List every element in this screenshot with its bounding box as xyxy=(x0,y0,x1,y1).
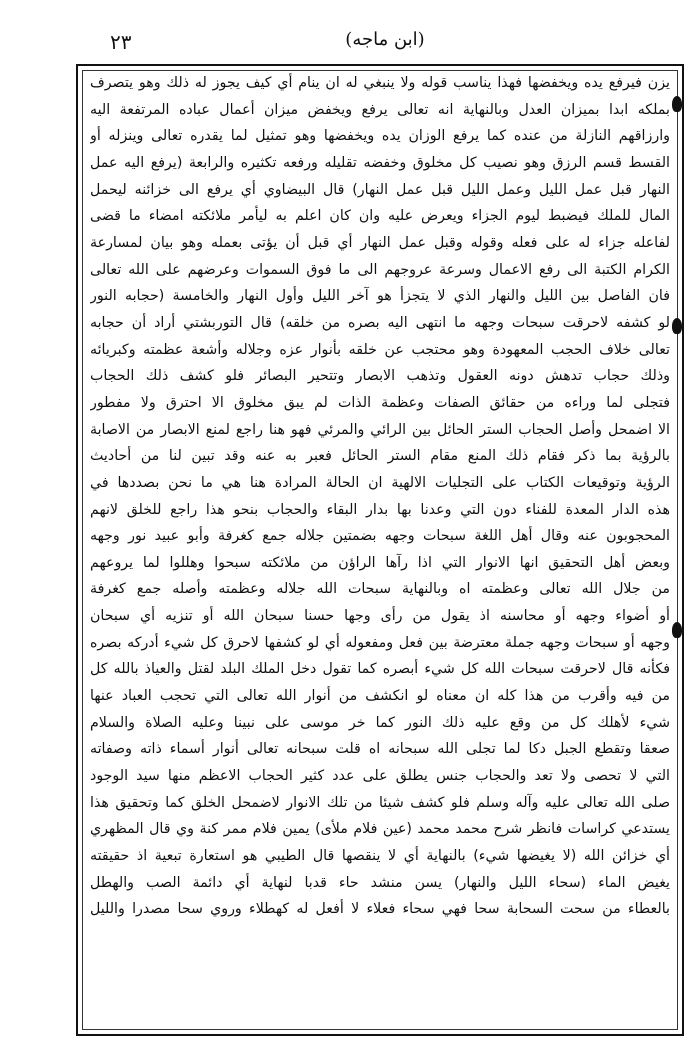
text-line: القسط قسم الرزق وهو نصيب كل مخلوق وخفضه تقليله ورفعه تكثيره والرابعة (يرفع اليه عمل xyxy=(90,154,670,171)
text-line: وجهه أو سبحات وجهه جملة معترضة بين فعل ومفعوله أي لو كشفها لاحرق كل شيء أدركه بصره xyxy=(90,634,670,651)
text-line: وارزاقهم النازلة من عنده كما يرفع الوزان يده ويخفضها وهو تمثيل لما يقدره تعالى وينزله أو xyxy=(90,128,670,145)
text-line: الا اضمحل وأصل الحجاب الستر الحائل بين الرائي والمرئي فهو هنا راجع لمنع الابصار من الاصابة xyxy=(90,421,670,438)
text-line: المال للملك فيضبط ليوم الجزاء ويعرض عليه وان كان اعلم به ليأمر ملائكته امضاء ما قضى xyxy=(90,208,670,225)
text-line: الكرام الكتبة الى رفع الاعمال وسرعة عروجهم الى ما فوق السموات وعرضهم على الله تعالى xyxy=(90,261,670,278)
text-line: بملكه ابدا بميزان العدل وبالنهاية انه تعالى يرفع ويخفض ميزان أعمال عباده المرتفعة اليه xyxy=(90,101,670,118)
text-line: صلى الله تعالى عليه وآله وسلم فلو كشف شيئا من تلك الانوار لاضمحل الخلق كما وتحقيق هذا xyxy=(90,794,670,811)
text-line: التي لا تحصى ولا تعد والحجاب جنس يطلق على عدد كثير الحجاب الاعظم منها سيد الوجود xyxy=(90,768,670,785)
text-line: فان الفاصل بين الليل والنهار الذي لا يتجزأ هو آخر الليل وأول النهار والخامسة (حجابه النور xyxy=(90,288,670,305)
text-line: يزن فيرفع يده ويخفضها فهذا يناسب قوله ولا ينبغي له ان ينام أي كيف يجوز له ذلك وهو يتصرف xyxy=(90,75,670,91)
text-line: فتجلى لما وراءه من حقائق الصفات وعظمة الذات لم يبق مخلوق الا احترق ولا مفطور xyxy=(90,394,670,411)
text-line: من فيه وأقرب من هذا كله ان معناه لو انكشف من أنوار الله تعالى التي تحجب العباد عنها xyxy=(90,688,670,705)
text-line: المحجوبون عنه وقال أهل اللغة سبحات وجهه بضمتين جلاله جمع كغرفة وأبو عبيد نور وجهه xyxy=(90,528,670,545)
running-header: (ابن ماجه) xyxy=(345,29,425,50)
margin-mark-middle xyxy=(672,318,682,334)
text-line: بالرؤية بما ذكر فقام ذلك المنع مقام الستر الحائل فعبر به عنه وقد تبين لنا من أحاديث xyxy=(90,448,670,465)
body-text xyxy=(90,70,670,1030)
text-line: من جلال الله تعالى وعظمته اه وبالنهاية سبحات الله جلاله وعظمته وأصله جمع كغرفة xyxy=(90,581,670,598)
text-line: يستدعي كراسات فانظر شرح محمد محمد (عين فلام ملأى) يمين فلام ممر كنة وي قال المظهري xyxy=(90,821,670,838)
text-line: لو كشفه لاحرقت سبحات وجهه ما انتهى اليه بصره من خلقه) قال التوربشتي أراد أن حجابه xyxy=(90,314,670,331)
text-line: فكأنه قال لاحرقت سبحات الله كل شيء أبصره كما تقول دخل الملك البلد لقتل والعياذ بالله كل xyxy=(90,661,670,678)
text-line: وبعض أهل التحقيق انها الانوار التي اذا رآها الراؤن من ملائكته سبحوا وهللوا لما يروعهم xyxy=(90,554,670,571)
text-line: شيء لأهلك كل من وقع عليه ذلك النور كما خر موسى على نبينا وعليه الصلاة والسلام xyxy=(90,714,670,731)
text-line: أو أضواء وجهه أو محاسنه اذ يقول من رأى وجها حسنا سبحان الله أو تنزيه أي سبحان xyxy=(90,608,670,625)
margin-mark-top xyxy=(672,96,682,112)
text-line: النهار قبل عمل الليل وعمل الليل قبل عمل النهار) قال البيضاوي أي يرفع الى خزائنه ليحمل xyxy=(90,181,670,198)
margin-mark-lower xyxy=(672,622,682,638)
text-line: لفاعله جزاء له على فعله وقوله وقبل عمل النهار أي قبل أن يؤتى بعمله وهو بيان لمسارعة xyxy=(90,234,670,251)
text-line: تعالى خلاف الحجب المعهودة وهو محتجب عن خلقه بأنوار عزه وجلاله وأشعة عظمته وكبريائه xyxy=(90,341,670,358)
text-line: بالعطاء من سحت السحابة سحا فهي سحاء فعلاء لا أفعل له كهطلاء وروي سحا مصدرا والليل xyxy=(90,901,670,918)
page-number: ٢٣ xyxy=(110,30,132,54)
text-line: هذه الدار المعدة للفناء دون التي وعدنا بها بدار البقاء والحجاب بنحو هذا راجع للخلق لانهم xyxy=(90,501,670,518)
text-line: أي خزائن الله (لا يغيضها شيء) بالنهاية أي لا ينقصها قال الطيبي هو استعارة تبعية اذ حقيقته xyxy=(90,848,670,865)
text-line: الرؤية وتوقيعات الكتاب على التجليات الالهية ان الحالة المرادة هنا هي ما نحن بصددها في xyxy=(90,474,670,491)
text-line: يغيض الماء (سحاء الليل والنهار) يسن منشد حاء قدبا لنهاية أي دائمة الصب والهطل xyxy=(90,874,670,891)
text-line: وذلك حجاب تدهش دونه العقول وتذهب الابصار وتتحير البصائر فلو كشف ذلك الحجاب xyxy=(90,368,670,385)
text-line: صعقا وتقطع الجبل دكا لما تجلى الله سبحانه اه قلت سبحانه تعالى أنوار أسماء ذاته وصفاته xyxy=(90,741,670,758)
